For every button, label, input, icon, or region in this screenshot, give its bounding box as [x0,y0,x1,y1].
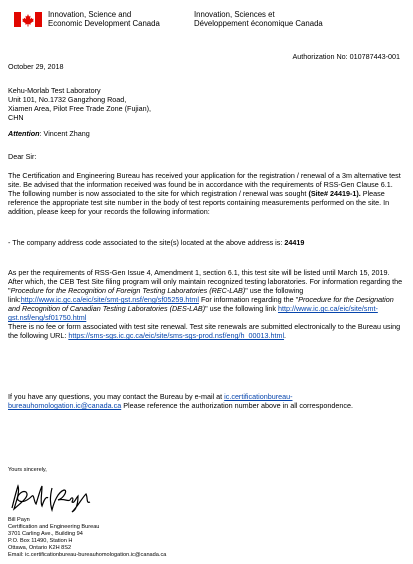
paragraph-text: For information regarding the " [198,295,299,304]
signer-office: Certification and Engineering Bureau [8,524,100,530]
salutation: Dear Sir: [8,152,37,161]
dept-en-line1: Innovation, Science and [48,10,132,19]
paragraph-text: Please reference the authorization number above in all correspondence. [121,401,353,410]
paragraph-text: - The company address code associated to the site(s) located at the above address is: [8,238,285,247]
paragraph-text: " use the following link: [8,286,304,304]
paragraph-text: There is no fee or form associated with test site renewal. Test site renewals are submitted electronically to the Bureau using the following URL: [8,322,401,340]
letter-date: October 29, 2018 [8,62,64,71]
signature-block [8,517,166,559]
signer-address-line: 3701 Carling Ave., Building 94 [8,531,83,537]
bureau-email-link[interactable]: ic.certificationbureau-bureauhomologation.ic@canada.ca [8,392,293,410]
paragraph-text: As per the requirements of RSS-Gen Issue 4, Amendment 1, section 6.1, this test site will be listed until March 15, 2019. After which, the CEB Test Site filing program will only maintain recognized testing laboratories. For information regarding the " [8,268,403,295]
canada-flag-icon [14,12,42,27]
signer-address-line: Ottawa, Ontario K2H 8S2 [8,545,72,551]
paragraph-registration [8,171,404,216]
paragraph-procedures [8,268,404,322]
des-lab-link[interactable]: http://www.ic.gc.ca/eic/site/smt-gst.nsf/eng/sf01750.html [8,304,378,322]
procedure-title: Procedure for the Recognition of Foreign Testing Laboratories (REC-LAB) [10,286,246,295]
department-name-french [194,10,323,28]
attention-value: : Vincent Zhang [39,129,90,138]
signer-name: Bill Payn [8,517,30,523]
signer-address-line: P.O. Box 11490, Station H [8,538,73,544]
dept-fr-line1: Innovation, Sciences et [194,10,275,19]
renewal-url-link[interactable]: https://sms-sgs.ic.gc.ca/eic/site/sms-sgs-prod.nsf/eng/h_00013.html [68,331,285,340]
letterhead [14,9,404,35]
department-name-english [48,10,160,28]
address-line: CHN [8,113,24,122]
signer-email: Email: ic.certificationbureau-bureauhomologation.ic@canada.ca [8,552,167,558]
dept-fr-line2: Développement économique Canada [194,19,323,28]
address-line: Unit 101, No.1732 Gangzhong Road, [8,95,127,104]
address-line: Xiamen Area, Pilot Free Trade Zone (Fujian), [8,104,152,113]
attention-label: Attention [8,129,40,138]
site-number: (Site# 24419-1). [308,189,361,198]
attention-line [8,129,90,138]
paragraph-text: If you have any questions, you may contact the Bureau by e-mail at [8,392,225,401]
paragraph-text: Please reference the appropriate test site number in the body of test reports containing measurements performed on the site. In addition, please keep for your records the following information: [8,189,390,216]
paragraph-address-code [8,238,404,247]
paragraph-contact [8,392,404,410]
handwritten-signature [8,482,94,514]
paragraph-text: " use the following link [205,304,278,313]
closing: Yours sincerely, [8,467,47,473]
paragraph-text: The Certification and Engineering Bureau has received your application for the registration / renewal of a 3m alternative test site. Be advised that the information received was found be in accordance with the requirements of RSS-Gen Clause 6.1. The following number is now associated to the site for which registration / renewal was sought [8,171,401,198]
dept-en-line2: Economic Development Canada [48,19,160,28]
authorization-number: Authorization No: 010787443-001 [292,52,400,61]
paragraph-renewal [8,322,404,340]
paragraph-text: . [284,331,287,340]
procedure-title: Procedure for the Designation and Recognition of Canadian Testing Laboratories (DES-LAB) [8,295,394,313]
recipient-address [8,86,151,122]
rec-lab-link[interactable]: http://www.ic.gc.ca/eic/site/smt-gst.nsf/eng/sf05259.html [20,295,199,304]
address-line: Kehu-Morlab Test Laboratory [8,86,101,95]
address-code: 24419 [284,238,305,247]
